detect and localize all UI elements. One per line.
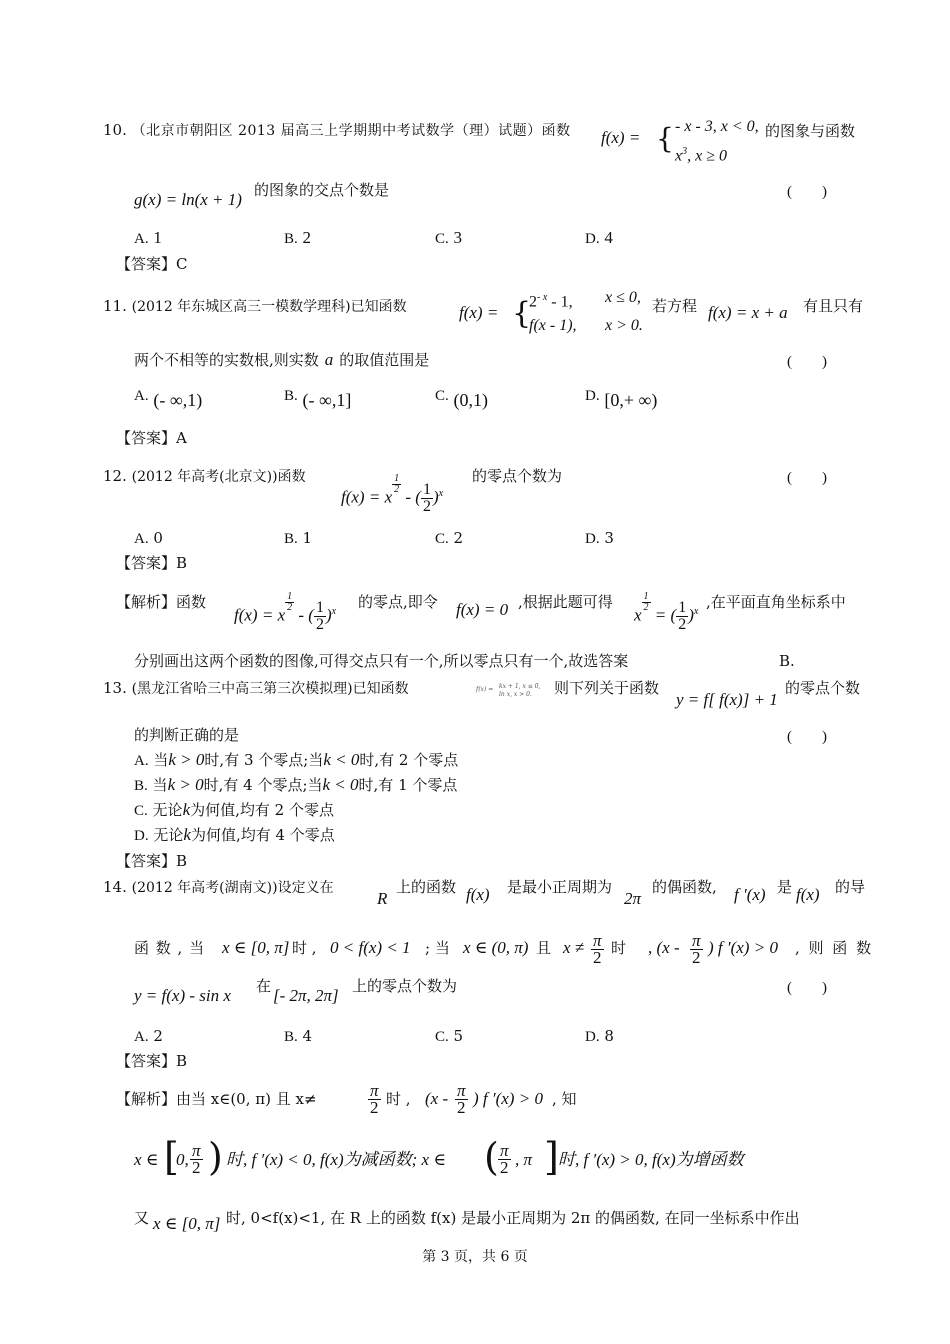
q14-line1 (103, 877, 334, 898)
q13-mid: 则下列关于函数 (554, 679, 660, 697)
frac-den: 2 (287, 602, 293, 614)
q10-gx: g(x) = ln(x + 1) (134, 190, 242, 209)
q13-option-b (134, 775, 457, 796)
q14-an1-a: 【解析】由当 x∈(0, π) 且 x≠ (116, 1090, 317, 1108)
pi-over-two (690, 930, 703, 967)
q14-l2-a: 函 数 , 当 (134, 939, 206, 957)
q12-analysis-eq2: x $\frac{1}{2}$ = ( $\frac{1}{2}$ )$^x$ (634, 591, 699, 634)
q12-analysis-label: 【解析】函数 (116, 593, 207, 611)
q12-analysis-formula (234, 586, 336, 642)
q14-an2-rbracket: ] (544, 1135, 559, 1179)
q12-number: 12. (103, 467, 127, 485)
q12-x-exp: x (438, 488, 444, 499)
q12-minus: - ( (294, 605, 314, 625)
frac-num: 1 (643, 591, 649, 603)
q14-an1-b: 时 , (386, 1090, 411, 1108)
q14-fx: f(x) (466, 885, 490, 904)
q14-an2-frac2 (498, 1138, 511, 1178)
q13-answer: 【答案】B (116, 852, 188, 870)
q11-blank: ( ) (787, 354, 827, 370)
q14-an1-c: , 知 (552, 1090, 577, 1108)
q14-period: 2π (624, 889, 642, 908)
q14-l2-m4: x ≠ (563, 938, 585, 957)
frac-num: 1 (394, 473, 400, 485)
q11-brace: { (512, 296, 532, 331)
q14-t5: 的导 (835, 878, 866, 896)
q11-cond2: x > 0. (605, 317, 643, 334)
q10-piece2-exp: 3 (682, 146, 688, 157)
option-value: 8 (604, 1027, 614, 1045)
option-math: k < 0 (322, 775, 359, 794)
option-label: D. (585, 531, 600, 547)
q10-blank: ( ) (787, 184, 827, 200)
q12-formula (341, 466, 443, 526)
q12-half (676, 600, 688, 633)
q12-fx: f(x) = x (234, 605, 286, 625)
option-label: A. (134, 531, 149, 547)
frac-num: 1 (678, 599, 687, 617)
option-label: B. (284, 1029, 298, 1045)
frac-num: 1 (422, 481, 431, 499)
frac-num: π (457, 1080, 466, 1100)
q12-analysis-eq: f(x) = 0 (456, 600, 509, 619)
q10-number: 10. (103, 121, 127, 139)
q14-an2-d: , π (515, 1150, 533, 1169)
q11-line2-text2: 的取值范围是 (339, 351, 430, 369)
option-value: 1 (153, 228, 162, 247)
q14-l3-t2: 上的零点个数为 (352, 977, 458, 995)
q14-l2-m5b: ) f ′(x) > 0 (708, 938, 778, 957)
q14-option-c (435, 1026, 463, 1047)
q14-l2-b: 时 , (292, 939, 317, 957)
q10-piece2-cond: , x ≥ 0 (687, 147, 727, 165)
q14-an2-a: x ∈ (134, 1150, 159, 1169)
q14-an3-m: x ∈ [0, π] (153, 1214, 221, 1233)
q14-R: R (377, 889, 388, 908)
q10-option-c (435, 228, 462, 249)
option-label: B. (284, 231, 298, 247)
frac-den: 2 (692, 947, 701, 967)
q14-l2-frac (591, 928, 604, 968)
frac-num: 1 (287, 591, 293, 603)
q14-an2-lparen: ( (484, 1135, 499, 1179)
q14-an3-b: 时, 0<f(x)<1, 在 R 上的函数 f(x) 是最小正周期为 2π 的偶函数, 在同一坐标系中作出 (226, 1209, 800, 1227)
option-text: 当 (153, 751, 169, 769)
option-label: C. (435, 388, 449, 404)
option-value: 2 (302, 228, 312, 247)
q11-piece2: f(x - 1), (529, 317, 577, 334)
q12-option-d (585, 528, 614, 549)
q10-piece2-base: x (675, 147, 683, 165)
frac-den: 2 (500, 1157, 509, 1177)
q14-an2-lbracket: [ (164, 1135, 179, 1179)
q12-option-a (134, 528, 163, 549)
option-text: 为何值,均有 4 个零点 (190, 826, 335, 844)
q14-an1-m2: ) f ′(x) > 0 (473, 1089, 543, 1108)
option-text: 时,有 4 个零点;当 (203, 776, 323, 794)
q13-tiny-f: f(x) = (476, 686, 494, 693)
option-text: 时,有 1 个零点 (358, 776, 458, 794)
frac-num: π (370, 1080, 379, 1100)
q13-tiny-pieces (499, 683, 540, 699)
q12-source: (2012 年高考(北京文))函数 (131, 469, 306, 485)
q13-tiny-p1: kx + 1, x ≤ 0, (499, 683, 541, 690)
q12-half (421, 482, 433, 515)
q14-fpx: f ′(x) (734, 885, 766, 904)
q12-analysis-mid2: ,根据此题可得 (518, 593, 613, 611)
q11-line1 (103, 296, 407, 317)
frac-den: 2 (678, 616, 687, 634)
q14-an2-b: 0, (176, 1150, 189, 1169)
q10-line1 (103, 120, 571, 141)
q12-analysis-end: ,在平面直角坐标系中 (706, 593, 846, 611)
q13-number: 13. (103, 679, 127, 697)
q12-close: ) (325, 605, 332, 625)
option-label: B. (284, 531, 298, 547)
option-label: D. (585, 1029, 600, 1045)
q13-line2: 的判断正确的是 (134, 726, 240, 744)
option-math: k > 0 (167, 775, 204, 794)
q14-l2-f: , 则 函 数 (795, 939, 874, 957)
option-value: 4 (604, 228, 613, 247)
option-value: (0,1) (453, 390, 489, 410)
q10-piece1: - x - 3, x < 0, (675, 118, 759, 135)
option-label: C. (435, 1029, 449, 1045)
q14-option-d (585, 1026, 614, 1047)
option-label: D. (585, 388, 600, 404)
q11-eq: f(x) = x + a (708, 303, 788, 322)
q11-option-b (284, 384, 352, 410)
q10-source: （北京市朝阳区 2013 届高三上学期期中考试数学（理）试题）函数 (131, 123, 571, 139)
q11-piece1 (529, 288, 573, 312)
q10-after: 的图象与函数 (765, 122, 856, 140)
q14-an2-c: 时, f ′(x) < 0, f(x)为减函数; x ∈ (226, 1150, 446, 1169)
q11-fx: f(x) = (459, 303, 499, 322)
q14-an2-frac (190, 1138, 203, 1178)
q11-number: 11. (103, 297, 127, 315)
option-label: C. (435, 231, 449, 247)
q11-after: 有且只有 (803, 297, 864, 315)
q14-option-b (284, 1026, 312, 1047)
option-math: k (183, 825, 191, 844)
q14-l3-m2: [- 2π, 2π] (273, 986, 339, 1005)
q14-l2-frac2 (690, 928, 703, 968)
q12-exp-frac (285, 592, 294, 613)
option-text: 时,有 3 个零点;当 (204, 751, 324, 769)
option-label: A. (134, 388, 149, 404)
q14-an1-m: (x - (425, 1089, 449, 1108)
q12-option-b (284, 528, 312, 549)
q11-answer: 【答案】A (116, 429, 187, 447)
option-label: A. (134, 231, 149, 247)
option-label: A. (134, 1029, 149, 1045)
page-footer: 第 3 页，共 6 页 (422, 1249, 528, 1265)
option-label: D. (585, 231, 600, 247)
q12-answer: 【答案】B (116, 554, 188, 572)
q14-t2: 是最小正周期为 (507, 878, 613, 896)
q12-close: ) (432, 487, 439, 507)
q13-option-d (134, 825, 335, 846)
q12-x-exp: x (693, 606, 699, 617)
option-label: D. (134, 828, 149, 844)
q14-l2-m2: 0 < f(x) < 1 (330, 938, 411, 957)
q10-line2-text: 的图象的交点个数是 (254, 181, 390, 199)
q13-after: 的零点个数 (785, 679, 861, 697)
frac-den: 2 (370, 1097, 379, 1117)
frac-den: 2 (315, 616, 324, 634)
q11-cond1: x ≤ 0, (605, 289, 641, 306)
option-math: k > 0 (168, 750, 205, 769)
q12-exp-frac (392, 474, 401, 495)
q14-l2-d: 且 (536, 939, 552, 957)
q14-l2-m3: x ∈ (0, π) (463, 938, 529, 957)
option-value: 0 (153, 529, 163, 547)
option-label: C. (435, 531, 449, 547)
q11-option-c (435, 384, 489, 410)
option-value: (- ∞,1] (302, 390, 352, 410)
option-math: k (182, 800, 191, 819)
pi-over-two (190, 1140, 203, 1177)
frac-den: 2 (422, 498, 431, 516)
option-value: [0,+ ∞) (604, 390, 658, 410)
q14-l3-t1: 在 (256, 977, 272, 995)
q14-t1: 上的函数 (396, 878, 457, 896)
q14-blank: ( ) (787, 980, 827, 996)
q14-an2-e: 时, f ′(x) > 0, f(x)为增函数 (558, 1150, 744, 1169)
q12-line1 (103, 466, 306, 487)
pi-over-two (455, 1080, 468, 1117)
q11-option-d (585, 384, 658, 410)
q11-piece1-rest: - 1, (547, 293, 573, 311)
pi-over-two (498, 1140, 511, 1177)
q13-line1 (103, 678, 409, 699)
q12-exp-frac (642, 592, 651, 613)
q10-option-b (284, 228, 311, 249)
option-value: (- ∞,1) (153, 390, 203, 410)
q14-fx2: f(x) (796, 885, 820, 904)
q11-option-a (134, 384, 203, 410)
q12-after: 的零点个数为 (472, 467, 563, 485)
q12-analysis-line2: 分别画出这两个函数的图像,可得交点只有一个,所以零点只有一个,故选答案 (134, 652, 629, 670)
q14-an1-frac (368, 1078, 381, 1118)
q11-piece1-base: 2 (529, 293, 537, 311)
q14-l2-e: 时 (611, 939, 627, 957)
q13-tiny-p2: ln x, x > 0. (499, 691, 532, 698)
q10-brace: { (656, 122, 674, 155)
option-value: 5 (453, 1027, 464, 1045)
q13-eq: y = f[ f(x)] + 1 (676, 690, 778, 709)
option-label: A. (134, 753, 149, 769)
frac-den: 2 (643, 602, 649, 614)
q12-option-c (435, 528, 463, 549)
pi-over-two (591, 930, 604, 967)
frac-num: π (500, 1140, 509, 1160)
option-value: 3 (604, 529, 614, 547)
option-text: 时,有 2 个零点 (359, 751, 459, 769)
q13-option-c (134, 800, 334, 821)
q10-fx: f(x) = (601, 128, 641, 147)
option-value: 3 (453, 228, 463, 247)
frac-num: π (692, 930, 701, 950)
q11-line2-text1: 两个不相等的实数根,则实数 (134, 351, 319, 369)
q12-blank: ( ) (787, 470, 827, 486)
q11-source: (2012 年东城区高三一模数学理科)已知函数 (131, 299, 407, 315)
frac-den: 2 (593, 947, 602, 967)
q12-minus: - ( (401, 487, 421, 507)
option-text: 无论 (153, 826, 184, 844)
q14-source: (2012 年高考(湖南文))设定义在 (131, 880, 334, 896)
q11-line2-var: a (324, 350, 334, 369)
q11-mid: 若方程 (652, 297, 698, 315)
option-label: B. (134, 778, 148, 794)
q12-fx: f(x) = x (341, 487, 393, 507)
q14-t3: 的偶函数, (652, 878, 717, 896)
q12-analysis-choice: B. (779, 652, 795, 670)
q14-an3-a: 又 (134, 1209, 150, 1227)
option-value: 1 (302, 529, 313, 547)
pi-over-two (368, 1080, 381, 1117)
q12-x-exp: x (331, 606, 337, 617)
frac-den: 2 (192, 1157, 201, 1177)
option-text: 当 (152, 776, 168, 794)
q13-blank: ( ) (787, 729, 827, 745)
q13-option-a (134, 750, 458, 771)
q14-an2-rparen: ) (208, 1135, 223, 1179)
q14-t4: 是 (777, 878, 793, 896)
q11-piece1-exp: - x (537, 292, 548, 303)
q14-l2-m5a: , (x - (648, 938, 680, 957)
q13-source: (黑龙江省哈三中高三第三次模拟理)已知函数 (131, 681, 409, 697)
q14-l2-m1: x ∈ [0, π] (222, 938, 290, 957)
q12-close: ) (688, 605, 694, 625)
q10-option-a (134, 228, 162, 249)
q14-number: 14. (103, 878, 127, 896)
frac-num: π (192, 1140, 201, 1160)
q12-analysis-mid1: 的零点,即令 (358, 593, 438, 611)
option-text: 无论 (152, 801, 183, 819)
frac-num: 1 (315, 599, 324, 617)
option-label: B. (284, 388, 298, 404)
option-math: k < 0 (323, 750, 360, 769)
option-value: 2 (153, 1027, 163, 1045)
frac-den: 2 (457, 1097, 466, 1117)
frac-num: π (593, 930, 602, 950)
q14-l3-m1: y = f(x) - sin x (134, 986, 231, 1005)
q11-line2 (134, 350, 429, 370)
q10-option-d (585, 228, 613, 249)
q10-answer: 【答案】C (116, 255, 188, 273)
option-text: 为何值,均有 2 个零点 (190, 801, 334, 819)
q12-half (314, 600, 326, 633)
q13-tiny-fx (476, 686, 493, 693)
frac-den: 2 (394, 484, 400, 496)
q14-an1-frac2 (455, 1078, 468, 1118)
q14-answer: 【答案】B (116, 1052, 188, 1070)
q14-l2-c: ; 当 (425, 939, 450, 957)
q14-option-a (134, 1026, 163, 1047)
option-value: 4 (302, 1027, 313, 1045)
q10-piece2 (675, 142, 727, 166)
option-label: C. (134, 803, 148, 819)
option-value: 2 (453, 529, 464, 547)
